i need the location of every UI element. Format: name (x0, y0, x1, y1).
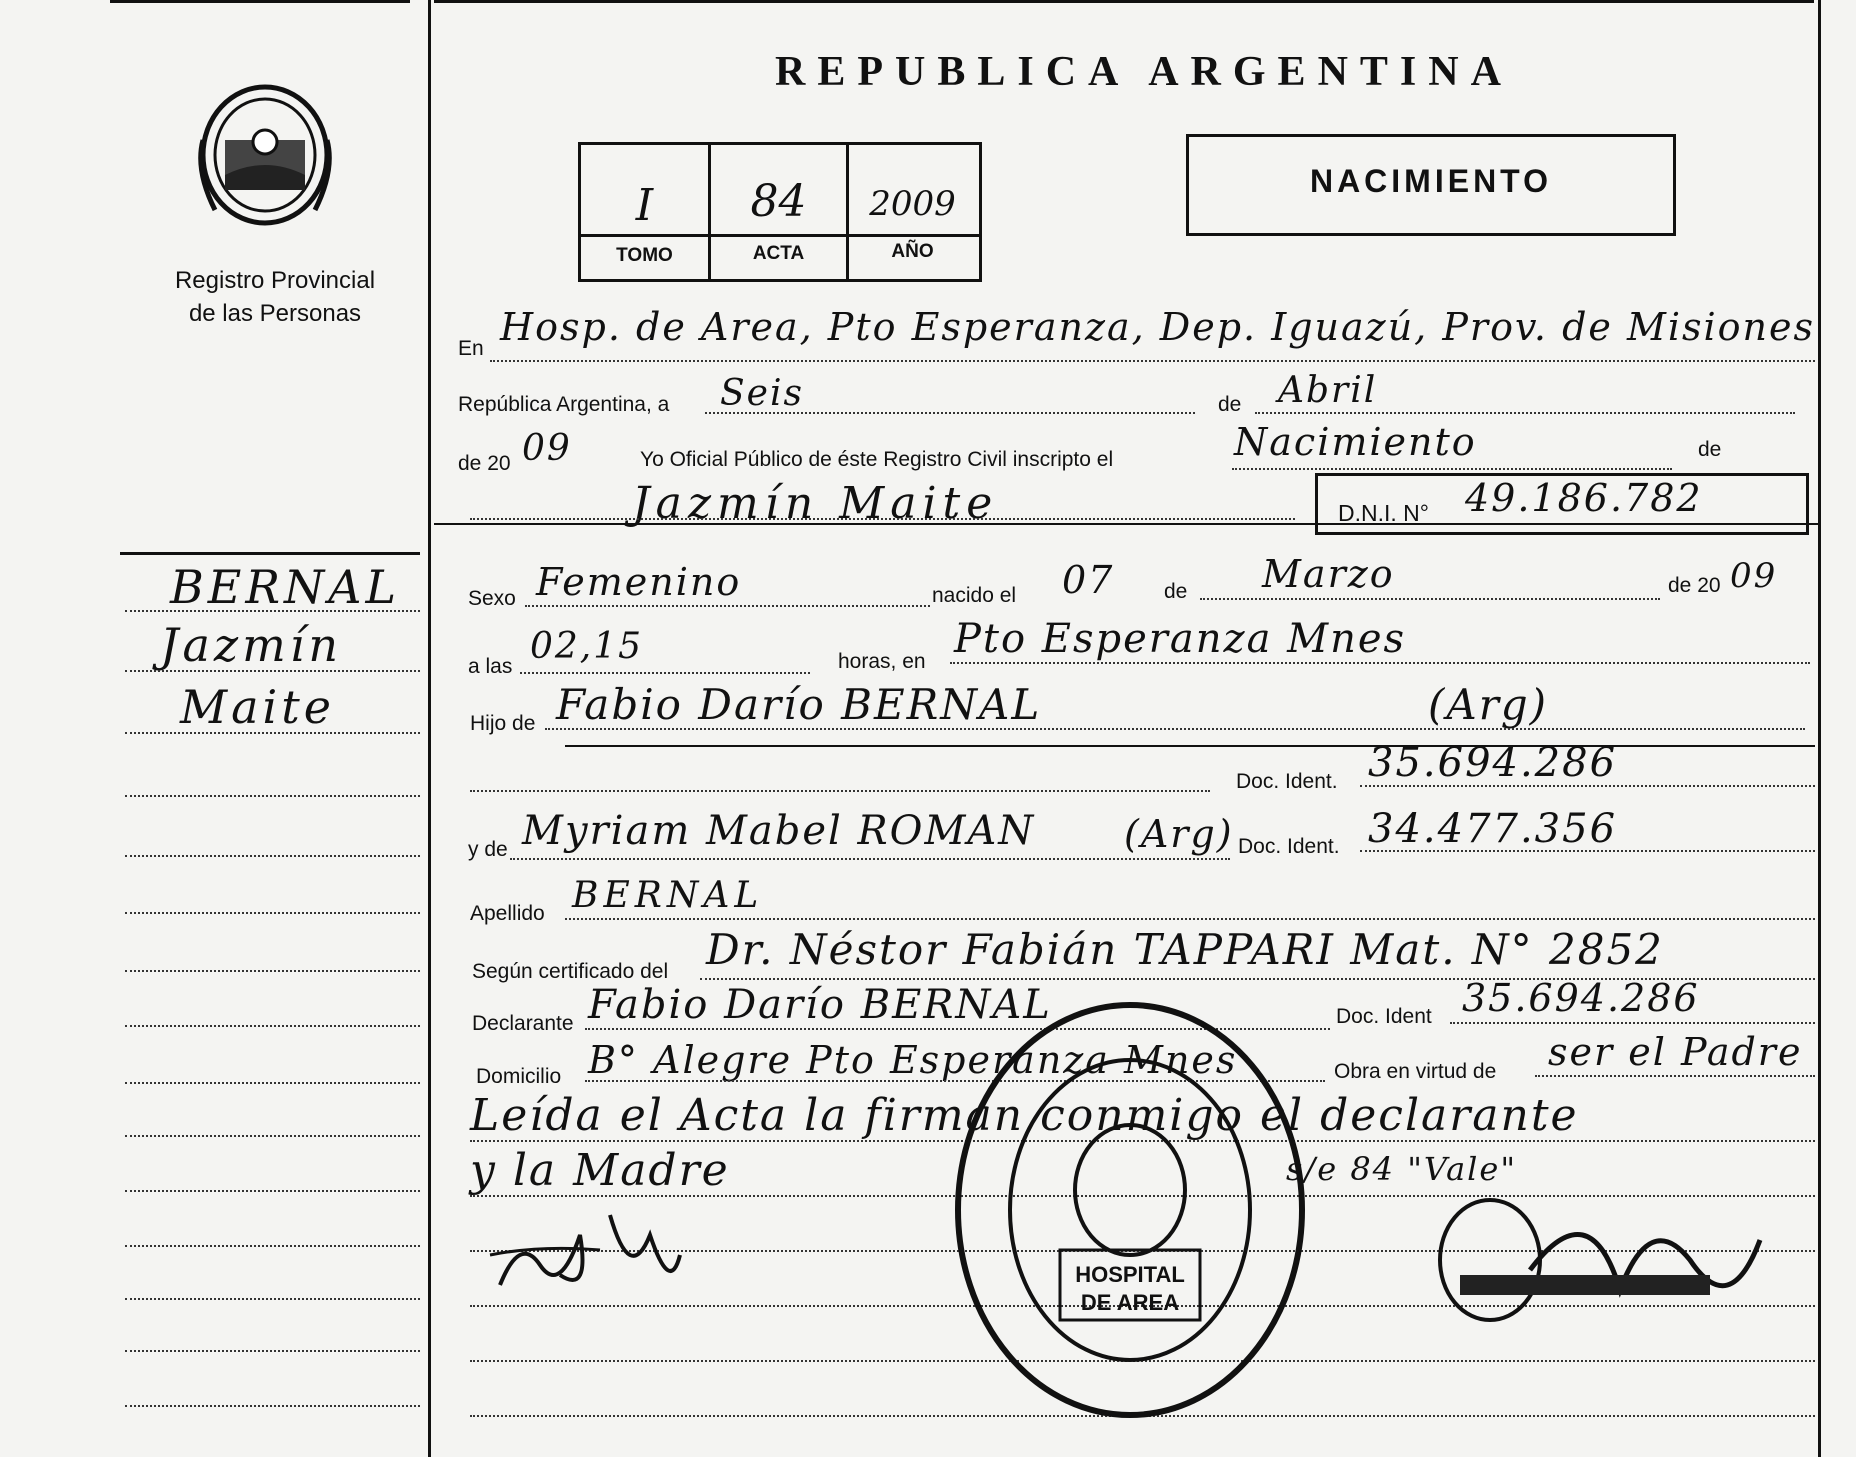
margin-name2: Maite (180, 680, 335, 734)
dotted-line (565, 918, 1815, 920)
tomo-label: TOMO (616, 245, 673, 266)
dotted-line (1360, 785, 1815, 787)
apellido-label: Apellido (470, 902, 545, 925)
dotted-line (125, 795, 420, 797)
segun-label: Según certificado del (472, 960, 669, 983)
declarante-label: Declarante (472, 1012, 574, 1035)
en-label: En (458, 337, 484, 360)
dotted-line (125, 610, 420, 612)
signature-official (1430, 1180, 1770, 1330)
republica-label: República Argentina, a (458, 393, 670, 416)
dni-label: D.N.I. N° (1338, 500, 1429, 526)
dotted-line (125, 1350, 420, 1352)
top-left-border (110, 0, 410, 3)
en-value: Hosp. de Area, Pto Esperanza, Dep. Iguazú, Prov. de Misiones (500, 305, 1816, 349)
obra-label: Obra en virtud de (1334, 1060, 1497, 1083)
dotted-line (125, 1405, 420, 1407)
dotted-line (125, 1135, 420, 1137)
dotted-line (705, 412, 1195, 414)
domicilio-label: Domicilio (476, 1065, 562, 1088)
mother-doc: 34.477.356 (1368, 806, 1618, 852)
nacido-label: nacido el (932, 584, 1017, 607)
birth-month: Marzo (1262, 552, 1395, 596)
dotted-line (1450, 1022, 1815, 1024)
stamp-center-line2: DE AREA (1080, 1290, 1180, 1315)
dotted-line (125, 855, 420, 857)
father-nationality: (Arg) (1428, 680, 1549, 729)
dotted-line (470, 790, 1210, 792)
dotted-line (125, 912, 420, 914)
domicilio-value: B° Alegre Pto Esperanza Mnes (588, 1038, 1238, 1082)
right-border (1818, 0, 1821, 1457)
dotted-line (1535, 1075, 1815, 1077)
mother-name: Myriam Mabel ROMAN (522, 808, 1036, 854)
country-title: REPUBLICA ARGENTINA (775, 49, 1513, 95)
certificado-value: Dr. Néstor Fabián TAPPARI Mat. N° 2852 (706, 925, 1664, 974)
notes-line2: y la Madre (470, 1145, 730, 1196)
declarante-doc: 35.694.286 (1462, 976, 1700, 1020)
dotted-line (125, 1298, 420, 1300)
day-value: Seis (720, 373, 804, 414)
yde-label: y de (468, 838, 508, 861)
tomo-value: I (635, 180, 654, 231)
underline (565, 745, 1815, 747)
dotted-line (1200, 598, 1660, 600)
dotted-line (1255, 412, 1795, 414)
acta-value: 84 (750, 176, 807, 227)
dotted-line (490, 360, 1815, 362)
child-name: Jazmín Maite (632, 478, 999, 529)
top-border (434, 0, 1814, 3)
dotted-line (125, 970, 420, 972)
month-value: Abril (1278, 370, 1378, 411)
apellido-value: BERNAL (572, 875, 764, 916)
dotted-line (125, 1245, 420, 1247)
signature-declarante (480, 1195, 730, 1305)
birth-day: 07 (1062, 558, 1115, 602)
stamp-center-line1: HOSPITAL (1075, 1262, 1185, 1287)
dotted-line (125, 1082, 420, 1084)
margin-surname: BERNAL (170, 560, 401, 614)
record-box-divider (578, 234, 979, 237)
father-name: Fabio Darío BERNAL (556, 680, 1042, 729)
dotted-line (125, 1190, 420, 1192)
birth-hour: 02,15 (530, 626, 644, 667)
dotted-line (1360, 850, 1815, 852)
margin-separator (120, 552, 420, 555)
registry-name-line1: Registro Provincial (174, 267, 376, 294)
year-value: 09 (522, 428, 572, 469)
year-prefix: de 20 (458, 452, 511, 475)
doc-ident-label-3: Doc. Ident (1336, 1005, 1432, 1028)
doc-ident-label: Doc. Ident. (1236, 770, 1338, 793)
de-label-2: de (1698, 438, 1722, 461)
dni-value: 49.186.782 (1465, 476, 1703, 520)
ano-label: AÑO (891, 241, 934, 262)
father-doc: 35.694.286 (1368, 740, 1618, 786)
dotted-line (1232, 468, 1672, 470)
a-las-label: a las (468, 655, 513, 678)
dotted-line (545, 728, 1805, 730)
birth-place: Pto Esperanza Mnes (954, 616, 1407, 662)
declarante-value: Fabio Darío BERNAL (588, 982, 1052, 1028)
dotted-line (525, 605, 930, 607)
sexo-label: Sexo (468, 587, 516, 610)
hijo-label: Hijo de (470, 712, 536, 735)
ano-value: 2009 (869, 184, 956, 224)
dotted-line (950, 662, 1810, 664)
margin-name1: Jazmín (160, 618, 343, 672)
dotted-line (470, 518, 1295, 520)
inscripto-value: Nacimiento (1234, 420, 1477, 464)
dotted-line (520, 672, 810, 674)
mother-nationality: (Arg) (1124, 812, 1234, 856)
horas-label: horas, en (838, 650, 926, 673)
provincial-seal (195, 80, 335, 230)
registry-round-stamp (950, 1000, 1310, 1420)
birth-year: 09 (1730, 556, 1778, 596)
record-type: NACIMIENTO (1309, 163, 1553, 199)
notes-line1: Leída el Acta la firman conmigo el declarante (470, 1090, 1579, 1141)
registry-name-line2: de las Personas (188, 300, 362, 327)
enmienda: s/e 84 "Vale" (1286, 1150, 1518, 1188)
obra-value: ser el Padre (1548, 1030, 1803, 1074)
margin-divider (428, 0, 431, 1457)
de-label: de (1218, 393, 1242, 416)
doc-ident-label-2: Doc. Ident. (1238, 835, 1340, 858)
acta-label: ACTA (752, 243, 805, 264)
dotted-line (125, 732, 420, 734)
dotted-line (510, 858, 1230, 860)
dotted-line (125, 1025, 420, 1027)
dotted-line (125, 670, 420, 672)
oficial-label: Yo Oficial Público de éste Registro Civil inscripto el (640, 448, 1114, 471)
de-label-3: de (1164, 580, 1188, 603)
sexo-value: Femenino (536, 560, 742, 604)
birth-year-prefix: de 20 (1668, 574, 1721, 597)
